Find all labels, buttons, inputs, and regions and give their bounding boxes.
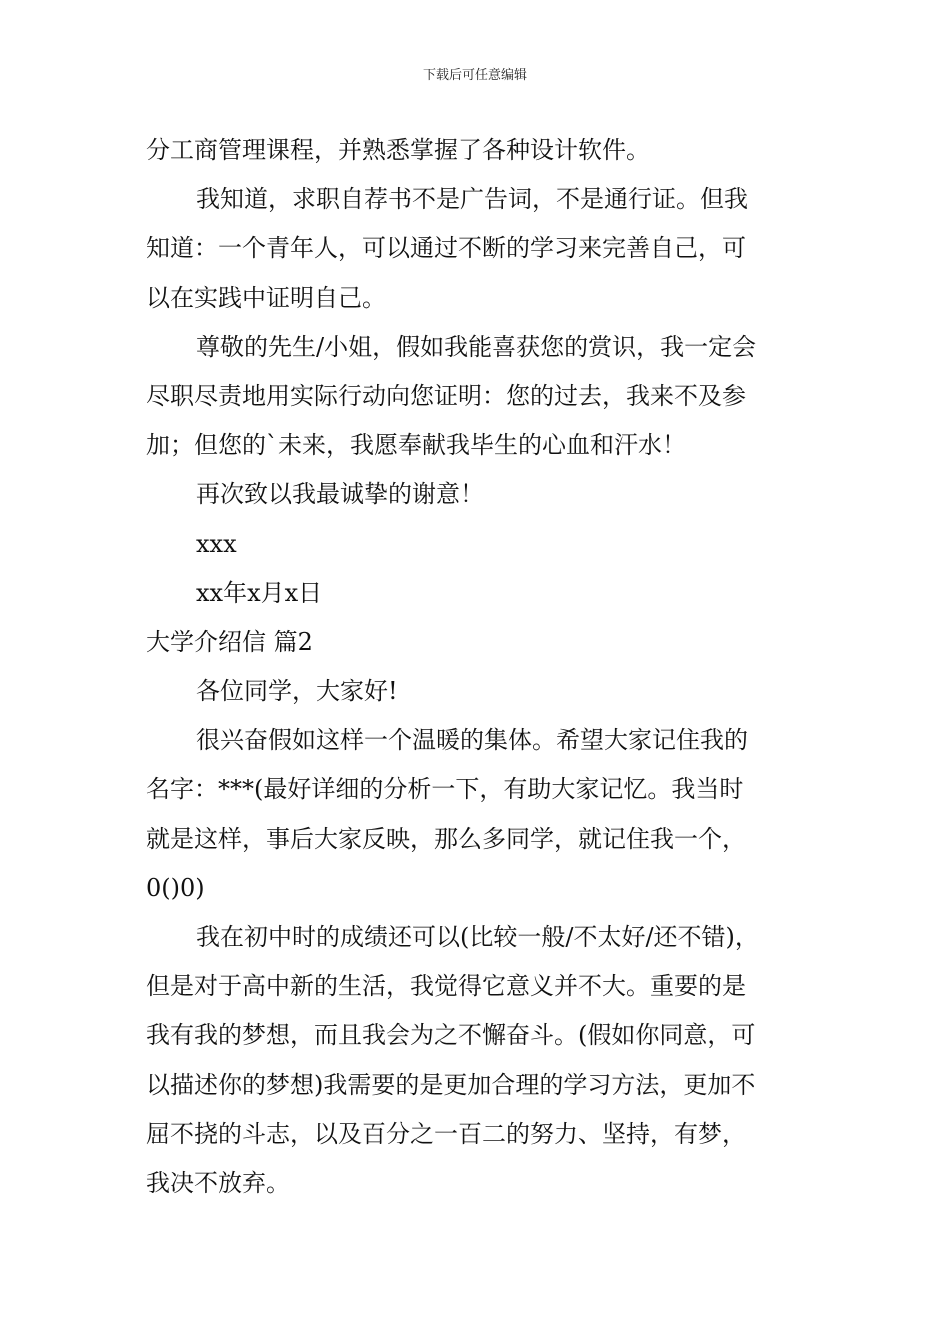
closing-thanks: 再次致以我最诚挚的谢意！ (196, 480, 484, 509)
signature-date: xx年x月x日 (196, 578, 323, 607)
paragraph-line: 尊敬的先生/小姐，假如我能喜获您的赏识，我一定会 (196, 332, 757, 361)
paragraph-line: 以在实践中证明自己。 (146, 283, 386, 312)
section-heading: 大学介绍信 篇2 (146, 627, 313, 656)
paragraph-line: 知道：一个青年人，可以通过不断的学习来完善自己，可 (146, 234, 746, 263)
paragraph-line: 分工商管理课程，并熟悉掌握了各种设计软件。 (146, 136, 650, 164)
paragraph-line: 0()0) (146, 873, 205, 902)
paragraph-line: 屈不挠的斗志，以及百分之一百二的努力、坚持，有梦， (146, 1119, 746, 1148)
paragraph-line: 我在初中时的成绩还可以(比较一般/不太好/还不错)， (196, 923, 759, 951)
page-header-note: 下载后可任意编辑 (422, 68, 527, 83)
signature-name: xxx (196, 529, 237, 558)
paragraph-line: 就是这样，事后大家反映，那么多同学，就记住我一个， (146, 824, 746, 853)
greeting-line: 各位同学，大家好! (196, 677, 398, 706)
paragraph-line: 我知道，求职自荐书不是广告词，不是通行证。但我 (196, 185, 748, 214)
paragraph-line: 我有我的梦想，而且我会为之不懈奋斗。(假如你同意，可 (146, 1021, 756, 1050)
paragraph-line: 尽职尽责地用实际行动向您证明：您的过去，我来不及参 (146, 381, 746, 410)
paragraph-line: 很兴奋假如这样一个温暖的集体。希望大家记住我的 (196, 726, 748, 755)
paragraph-line: 但是对于高中新的生活，我觉得它意义并不大。重要的是 (146, 972, 746, 1001)
paragraph-line: 名字：***(最好详细的分析一下，有助大家记忆。我当时 (146, 775, 744, 804)
document-body (146, 126, 816, 1208)
paragraph-line: 加；但您的`未来，我愿奉献我毕生的心血和汗水！ (146, 431, 686, 460)
paragraph-line: 我决不放弃。 (146, 1168, 290, 1197)
paragraph-line: 以描述你的梦想)我需要的是更加合理的学习方法，更加不 (146, 1070, 756, 1099)
